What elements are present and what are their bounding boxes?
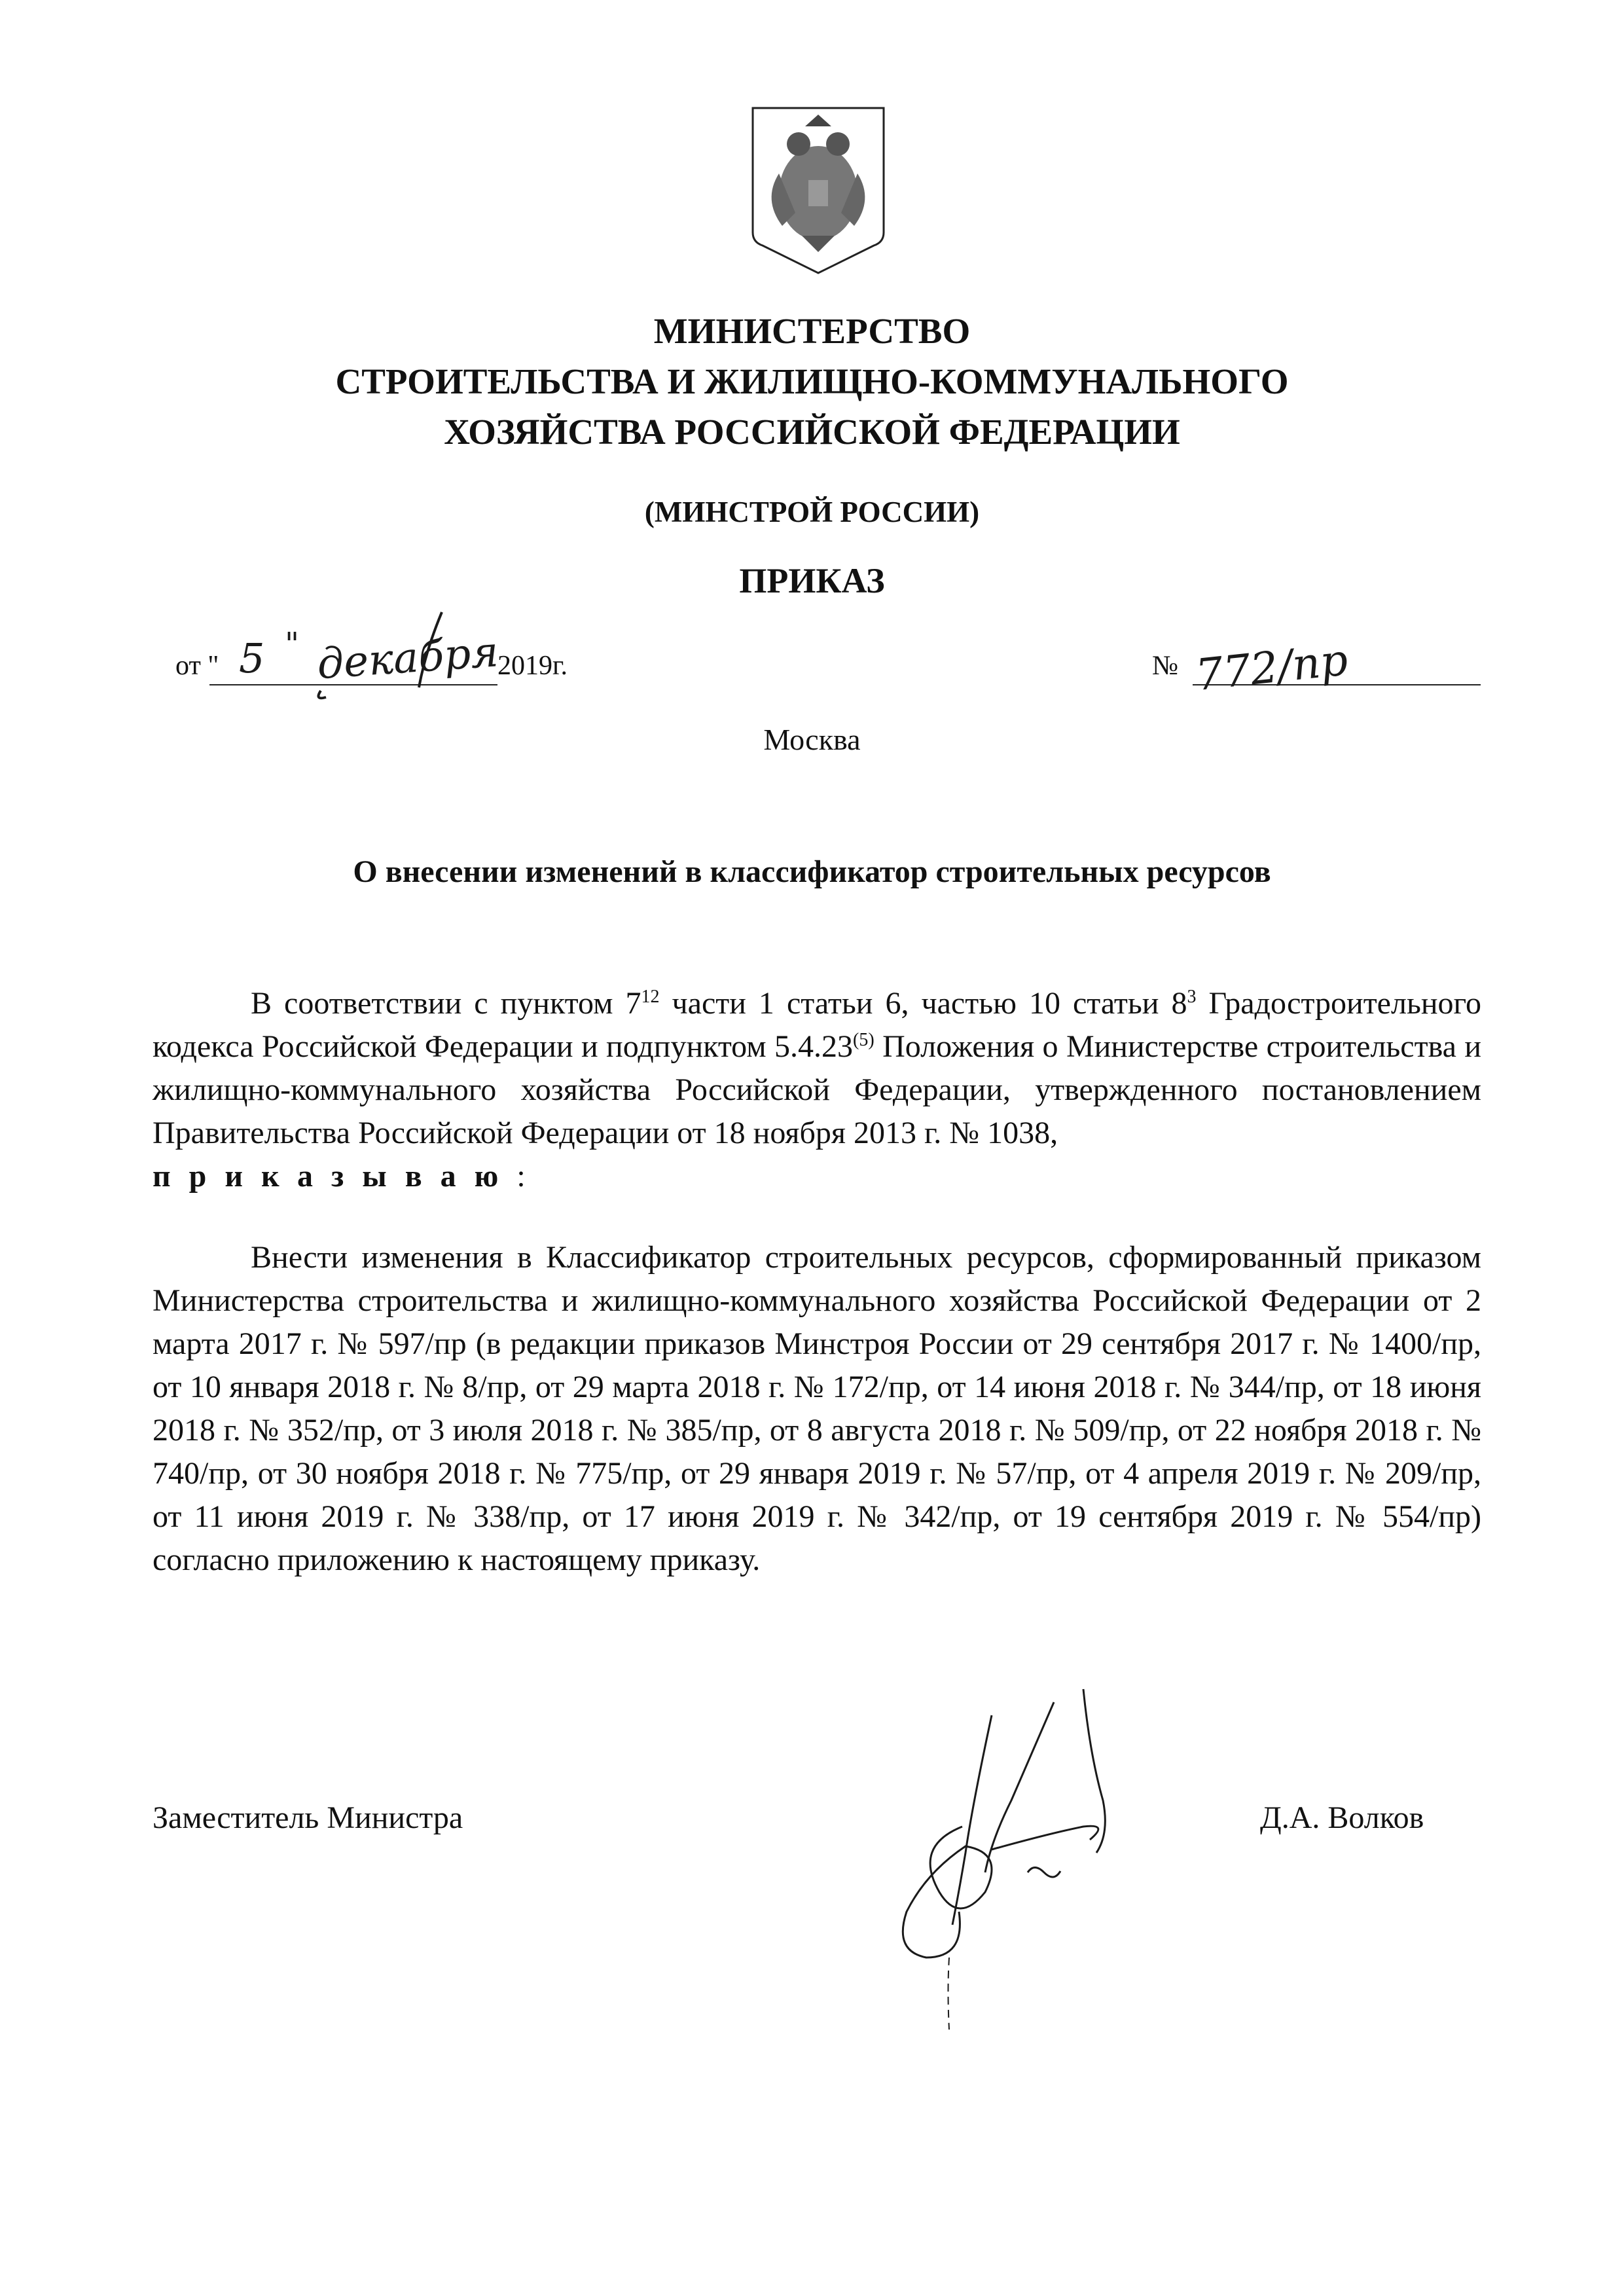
handwritten-number-text: 772/пр <box>1193 634 1350 697</box>
number-label: № <box>1152 651 1179 681</box>
date-year: 2019г. <box>497 651 568 681</box>
paragraph-directive: Внести изменения в Классификатор строительных ресурсов, сформированный приказом Министерства строительства и жилищно-коммунального хозяйства Российской Федерации от 2 марта 2017 г. № 597/пр (в редакции приказов Минстроя России от 29 сентября 2017 г. № 1400/пр, от 10 января 2018 г. № 8/пр, от 29 марта 2018 г. № 172/пр, от 14 июня 2018 г. № 344/пр, от 18 июня 2018 г. № 352/пр, от 3 июля 2018 г. № 385/пр, от 8 августа 2018 г. № 509/пр, от 22 ноября 2018 г. № 740/пр, от 30 ноября 2018 г. № 775/пр, от 29 января 2019 г. № 57/пр, от 4 апреля 2019 г. № 209/пр, от 11 июня 2019 г. № 338/пр, от 17 июня 2019 г. № 342/пр, от 19 сентября 2019 г. № 554/пр) согласно приложению к настоящему приказу. <box>153 1240 1481 1577</box>
city: Москва <box>763 723 861 756</box>
handwritten-day: 5 <box>239 634 265 682</box>
coat-of-arms-icon <box>743 101 893 278</box>
order-word: приказываю <box>153 1159 517 1194</box>
handwritten-number <box>1193 612 1409 697</box>
paragraph-basis: В соответствии с пунктом $7^{12}$ части 1 статьи 6, частью 10 статьи $8^3$ Градостроительного кодекса Российской Федерации и подпунктом 5.4.23$^{(5)}$ Положения о Министерстве строительства и жилищно-коммунального хозяйства Российской Федерации, утвержденного постановлением Правительства Российской Федерации от 18 ноября 2013 г. № 1038, приказываю: <box>153 986 1482 1194</box>
document-type: ПРИКАЗ <box>739 561 885 600</box>
handwritten-month: декабря <box>316 628 500 689</box>
ministry-name-line-3: ХОЗЯЙСТВА РОССИЙСКОЙ ФЕДЕРАЦИИ <box>444 412 1180 452</box>
signer-name: Д.А. Волков <box>1260 1800 1424 1835</box>
signature-icon <box>887 1676 1188 2030</box>
order-subject: О внесении изменений в классификатор строительных ресурсов <box>353 854 1271 889</box>
ministry-name-line-2: СТРОИТЕЛЬСТВА И ЖИЛИЩНО-КОММУНАЛЬНОГО <box>335 361 1289 401</box>
handwritten-quote: " <box>285 626 300 663</box>
handwritten-date <box>209 599 517 704</box>
ministry-short-name: (МИНСТРОЙ РОССИИ) <box>644 496 980 528</box>
date-prefix: от " <box>175 651 219 681</box>
ministry-name-line-1: МИНИСТЕРСТВО <box>653 311 971 351</box>
signer-title: Заместитель Министра <box>153 1800 463 1835</box>
